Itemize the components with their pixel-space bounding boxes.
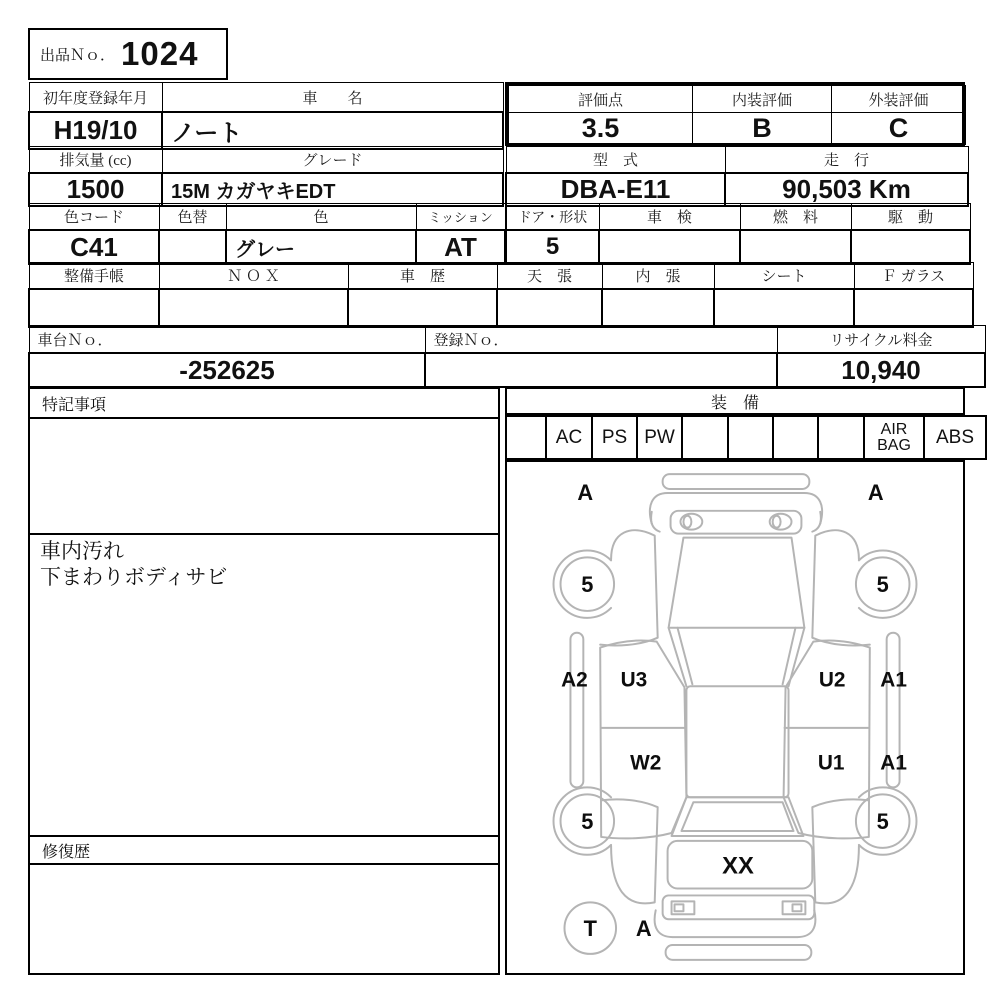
mission-value: AT (416, 230, 505, 264)
trim-value (602, 289, 714, 327)
front-bumper (650, 493, 822, 524)
damage-code-front-wheel-right: 5 (876, 572, 889, 598)
f-glass-value (854, 289, 973, 327)
damage-code-rear-left: A (635, 916, 652, 942)
equipment-row (505, 415, 987, 460)
fuel-label: 燃 料 (740, 204, 851, 231)
front-bumper-top-strip (663, 474, 810, 489)
front-bumper-corners (651, 512, 821, 532)
grade-label: グレード (162, 147, 503, 174)
car-name-label: 車 名 (162, 83, 503, 113)
color-code-label: 色コード (29, 204, 159, 231)
chassis-no-label: 車台Ｎｏ． (29, 326, 425, 354)
chassis-no-value: -252625 (29, 353, 425, 387)
nox-label: Ｎ Ｏ Ｘ (159, 263, 348, 290)
damage-code-left-front-lower: A2 (561, 668, 588, 692)
notes-line: 車内汚れ (40, 540, 124, 563)
notes-column (28, 387, 500, 975)
equipment-cell (682, 416, 728, 459)
color-value: グレー (226, 230, 416, 264)
reg-no-value (425, 353, 777, 387)
interior-label: 内装評価 (693, 86, 832, 113)
fuel-value (740, 230, 851, 264)
headliner-value (497, 289, 602, 327)
notes-text-area (30, 535, 498, 837)
tail-light-right-inner (792, 904, 801, 911)
equipment-label: 装 備 (710, 394, 759, 412)
recycle-fee-value: 10,940 (777, 353, 985, 387)
equipment-cell (773, 416, 818, 459)
damage-code-front-wheel-left: 5 (581, 572, 594, 598)
damage-code-rear-gate: XX (722, 852, 754, 880)
drive-value (851, 230, 970, 264)
damage-code-left-rear-door: W2 (630, 751, 662, 775)
rear-window-inner (681, 802, 793, 831)
damage-code-right-rear-door: U1 (817, 751, 845, 775)
grade-value: 15M カガヤキEDT (162, 173, 503, 206)
seat-label: シート (714, 263, 854, 290)
equipment-header (505, 387, 965, 415)
damage-code-right-front-lower: A1 (880, 668, 907, 692)
model-value: DBA-E11 (506, 173, 725, 206)
windshield (669, 538, 805, 628)
rear-bumper-strip (666, 945, 812, 960)
equipment-cell-ac: AC (546, 416, 592, 459)
car-diagram (507, 462, 963, 973)
displacement-label: 排気量 (cc) (29, 147, 162, 174)
mileage-value: 90,503 Km (725, 173, 968, 206)
damage-diagram-box (505, 460, 965, 975)
tail-light-left-inner (675, 904, 684, 911)
doors-label: ドア・形状 (506, 204, 599, 231)
color-change-label: 色替 (159, 204, 226, 231)
damage-code-rear-wheel-right: 5 (876, 809, 889, 835)
doors-value: 5 (506, 230, 599, 264)
exterior-value: C (832, 113, 966, 145)
color-change-value (159, 230, 226, 264)
row2-left-table (28, 146, 504, 207)
auction-no-box (28, 28, 228, 80)
trim-label: 内 張 (602, 263, 714, 290)
front-right-fender (812, 530, 869, 645)
equipment-cell-ps: PS (592, 416, 637, 459)
inspection-value (599, 230, 740, 264)
displacement-value: 1500 (29, 173, 162, 206)
history-label: 車 歴 (348, 263, 497, 290)
damage-code-left-front-door: U3 (620, 668, 648, 692)
notes-empty-area (30, 419, 498, 535)
row4-table (28, 262, 974, 328)
rear-right-fender (812, 799, 868, 903)
equipment-cell-airbag: AIR BAG (864, 416, 924, 459)
equipment-cell-pw: PW (637, 416, 682, 459)
a-pillars (669, 628, 805, 686)
drive-label: 駆 動 (851, 204, 970, 231)
row1-left-table (28, 82, 504, 150)
car-outline (554, 474, 917, 960)
repair-history-label: 修復歴 (30, 837, 498, 865)
score-value: 3.5 (509, 113, 693, 145)
headlight-right-inner (773, 516, 781, 528)
history-value (348, 289, 497, 327)
inspection-label: 車 検 (599, 204, 740, 231)
color-code-value: C41 (29, 230, 159, 264)
notes-label: 特記事項 (30, 389, 498, 419)
score-box (505, 82, 965, 146)
damage-code-rear-wheel-left: 5 (581, 809, 594, 835)
nox-value (159, 289, 348, 327)
damage-code-tire: T (583, 916, 597, 942)
damage-code-front-right: A (867, 479, 884, 505)
rear-left-fender (602, 799, 658, 903)
service-book-label: 整備手帳 (29, 263, 159, 290)
row3-right-table (505, 203, 971, 265)
color-label: 色 (226, 204, 416, 231)
damage-code-front-left: A (577, 479, 594, 505)
f-glass-label: Ｆ ガラス (854, 263, 973, 290)
equipment-cell-abs: ABS (924, 416, 986, 459)
interior-value: B (693, 113, 832, 145)
equipment-cell (728, 416, 773, 459)
front-left-fender (600, 530, 657, 645)
roof (686, 686, 788, 797)
mileage-label: 走 行 (725, 147, 968, 174)
headlight-left-inner (683, 516, 691, 528)
exterior-label: 外装評価 (832, 86, 966, 113)
model-label: 型 式 (506, 147, 725, 174)
auction-no-label: 出品Ｎｏ． (40, 47, 116, 64)
left-rocker-panel (570, 633, 583, 788)
row3-left-table (28, 203, 506, 265)
row2-right-table (505, 146, 969, 207)
car-name-value: ノート (162, 112, 503, 149)
row5-table (28, 325, 986, 388)
notes-line: 下まわりボディサビ (40, 566, 228, 590)
equipment-cell (818, 416, 864, 459)
reg-no-label: 登録Ｎｏ． (425, 326, 777, 354)
mission-label: ミッション (416, 204, 505, 231)
score-label: 評価点 (509, 86, 693, 113)
headliner-label: 天 張 (497, 263, 602, 290)
first-reg-label: 初年度登録年月 (29, 83, 162, 113)
damage-code-right-front-door: U2 (818, 668, 846, 692)
damage-code-right-rear-lower: A1 (880, 751, 907, 775)
auction-no-value: 1024 (121, 35, 199, 72)
seat-value (714, 289, 854, 327)
service-book-value (29, 289, 159, 327)
equipment-cell (506, 416, 546, 459)
recycle-fee-label: リサイクル料金 (777, 326, 985, 354)
first-reg-value: H19/10 (29, 112, 162, 149)
